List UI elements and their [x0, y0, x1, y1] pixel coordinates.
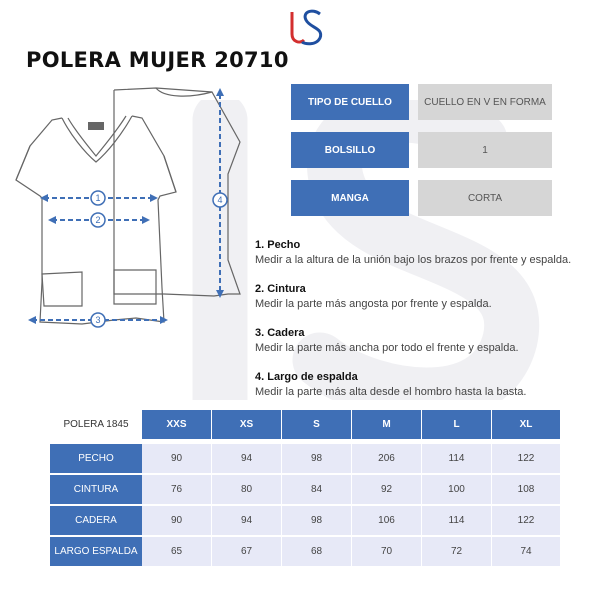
measure-description: Medir la parte más alta desde el hombro hasta la basta. [255, 386, 527, 398]
table-cell: 65 [142, 537, 211, 566]
size-header: L [422, 410, 491, 439]
marker-2-label: 2 [95, 215, 101, 225]
table-cell: 72 [422, 537, 491, 566]
table-cell: 80 [212, 475, 281, 504]
table-cell: 98 [282, 506, 351, 535]
page-title: POLERA MUJER 20710 [26, 48, 289, 72]
table-cell: 70 [352, 537, 421, 566]
spec-label: BOLSILLO [291, 132, 409, 168]
size-header: XL [492, 410, 560, 439]
table-cell: 100 [422, 475, 491, 504]
table-cell: 114 [422, 506, 491, 535]
size-header: M [352, 410, 421, 439]
table-cell: 206 [352, 444, 421, 473]
size-header: XS [212, 410, 281, 439]
table-cell: 74 [492, 537, 560, 566]
table-cell: 94 [212, 506, 281, 535]
marker-1-label: 1 [95, 193, 101, 203]
table-cell: 94 [212, 444, 281, 473]
spec-row-manga [291, 180, 552, 216]
spec-value: CORTA [418, 180, 552, 216]
table-corner-label: POLERA 1845 [63, 419, 129, 430]
measure-description: Medir la parte más ancha por todo el frente y espalda. [255, 342, 519, 354]
measure-cintura [255, 283, 595, 310]
table-cell: 84 [282, 475, 351, 504]
row-label: CINTURA [50, 475, 142, 504]
table-cell: 92 [352, 475, 421, 504]
table-cell: 114 [422, 444, 491, 473]
measure-heading: 3. Cadera [255, 327, 305, 339]
table-cell: 90 [142, 506, 211, 535]
measure-description: Medir la parte más angosta por frente y espalda. [255, 298, 492, 310]
table-cell: 67 [212, 537, 281, 566]
brand-tag-icon [88, 122, 104, 130]
measure-cadera [255, 327, 595, 354]
measure-largo-espalda [255, 371, 595, 398]
measure-heading: 2. Cintura [255, 283, 306, 295]
marker-4-label: 4 [217, 195, 223, 205]
marker-3-label: 3 [95, 315, 101, 325]
table-cell: 98 [282, 444, 351, 473]
measure-description: Medir a la altura de la unión bajo los brazos por frente y espalda. [255, 254, 572, 266]
table-cell: 122 [492, 444, 560, 473]
spec-label: TIPO DE CUELLO [291, 84, 409, 120]
table-cell: 68 [282, 537, 351, 566]
spec-row-cuello [291, 84, 552, 120]
table-cell: 90 [142, 444, 211, 473]
size-header: XXS [142, 410, 211, 439]
table-cell: 108 [492, 475, 560, 504]
measure-heading: 4. Largo de espalda [255, 371, 358, 383]
table-cell: 76 [142, 475, 211, 504]
table-cell: 122 [492, 506, 560, 535]
spec-label: MANGA [291, 180, 409, 216]
row-label: CADERA [50, 506, 142, 535]
measure-heading: 1. Pecho [255, 239, 301, 251]
spec-value: 1 [418, 132, 552, 168]
garment-diagram [14, 84, 254, 334]
brand-logo [286, 6, 328, 48]
spec-row-bolsillo [291, 132, 552, 168]
spec-value: CUELLO EN V EN FORMA [418, 84, 552, 120]
row-label: PECHO [50, 444, 142, 473]
measure-pecho [255, 239, 595, 266]
size-header: S [282, 410, 351, 439]
row-label: LARGO ESPALDA [50, 537, 142, 566]
table-cell: 106 [352, 506, 421, 535]
